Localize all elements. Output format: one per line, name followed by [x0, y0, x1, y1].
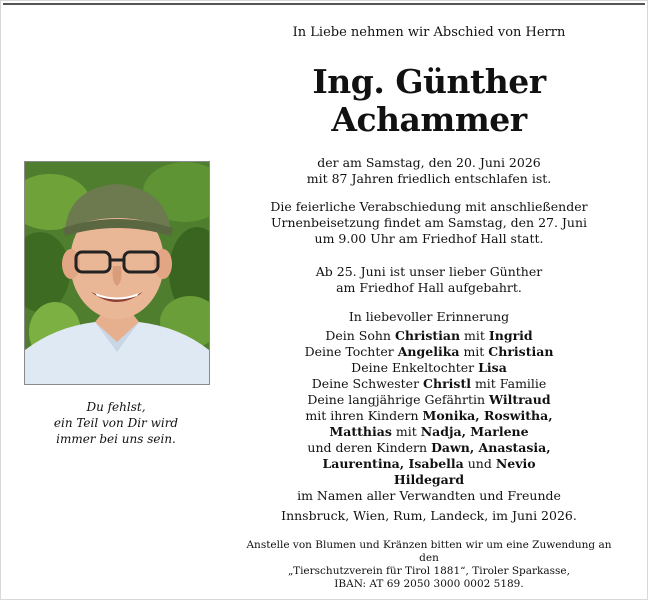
- death-notice: [241, 155, 617, 187]
- viewing-line: am Friedhof Hall aufgebahrt.: [336, 280, 522, 295]
- mourner-line: Deine Tochter Angelika mit Christian: [304, 344, 554, 359]
- mourner-line: Hildegard: [393, 472, 465, 487]
- mourner-line: Deine langjährige Gefährtin Wiltraud: [307, 392, 551, 407]
- death-line: der am Samstag, den 20. Juni 2026: [317, 155, 541, 170]
- mourner-line: Matthias mit Nadja, Marlene: [329, 424, 529, 439]
- donation-notice: [241, 539, 617, 591]
- mourners-list: [241, 309, 617, 504]
- intro-text: In Liebe nehmen wir Abschied von Herrn: [292, 25, 566, 40]
- place-date: Innsbruck, Wien, Rum, Landeck, im Juni 2026.: [281, 508, 577, 523]
- donation-line: Anstelle von Blumen und Kränzen bitten wir um eine Zuwendung an den: [246, 539, 612, 564]
- donation-line: „Tierschutzverein für Tirol 1881“, Tiroler Sparkasse,: [288, 565, 570, 577]
- portrait-illustration: [25, 162, 209, 384]
- mourner-line: Dein Sohn Christian mit Ingrid: [325, 328, 533, 343]
- mourner-line: Deine Enkeltochter Lisa: [351, 360, 507, 375]
- name-line-1: Ing. Günther: [312, 62, 546, 101]
- memorial-quote: [24, 399, 208, 447]
- quote-line: ein Teil von Dir wird: [53, 416, 179, 430]
- name-line-2: Achammer: [331, 100, 527, 139]
- mourners-heading: In liebevoller Erinnerung: [348, 309, 510, 324]
- funeral-line: Die feierliche Verabschiedung mit anschließender: [270, 199, 588, 214]
- mourner-line: Laurentina, Isabella und Nevio: [322, 456, 536, 471]
- portrait-photo: [24, 161, 210, 385]
- top-rule: [3, 3, 645, 5]
- donation-line: IBAN: AT 69 2050 3000 0002 5189.: [334, 578, 524, 590]
- mourner-line: und deren Kindern Dawn, Anastasia,: [307, 440, 551, 455]
- mourner-line: im Namen aller Verwandten und Freunde: [297, 488, 561, 503]
- funeral-notice: [241, 199, 617, 247]
- mourner-line: Deine Schwester Christl mit Familie: [311, 376, 547, 391]
- quote-line: immer bei uns sein.: [56, 432, 176, 446]
- funeral-line: um 9.00 Uhr am Friedhof Hall statt.: [314, 231, 544, 246]
- viewing-notice: [241, 264, 617, 296]
- viewing-line: Ab 25. Juni ist unser lieber Günther: [315, 264, 543, 279]
- deceased-name: [241, 63, 617, 139]
- mourner-line: mit ihren Kindern Monika, Roswitha,: [305, 408, 553, 423]
- funeral-line: Urnenbeisetzung findet am Samstag, den 27. Juni: [270, 215, 588, 230]
- death-line: mit 87 Jahren friedlich entschlafen ist.: [306, 171, 552, 186]
- quote-line: Du fehlst,: [86, 400, 146, 414]
